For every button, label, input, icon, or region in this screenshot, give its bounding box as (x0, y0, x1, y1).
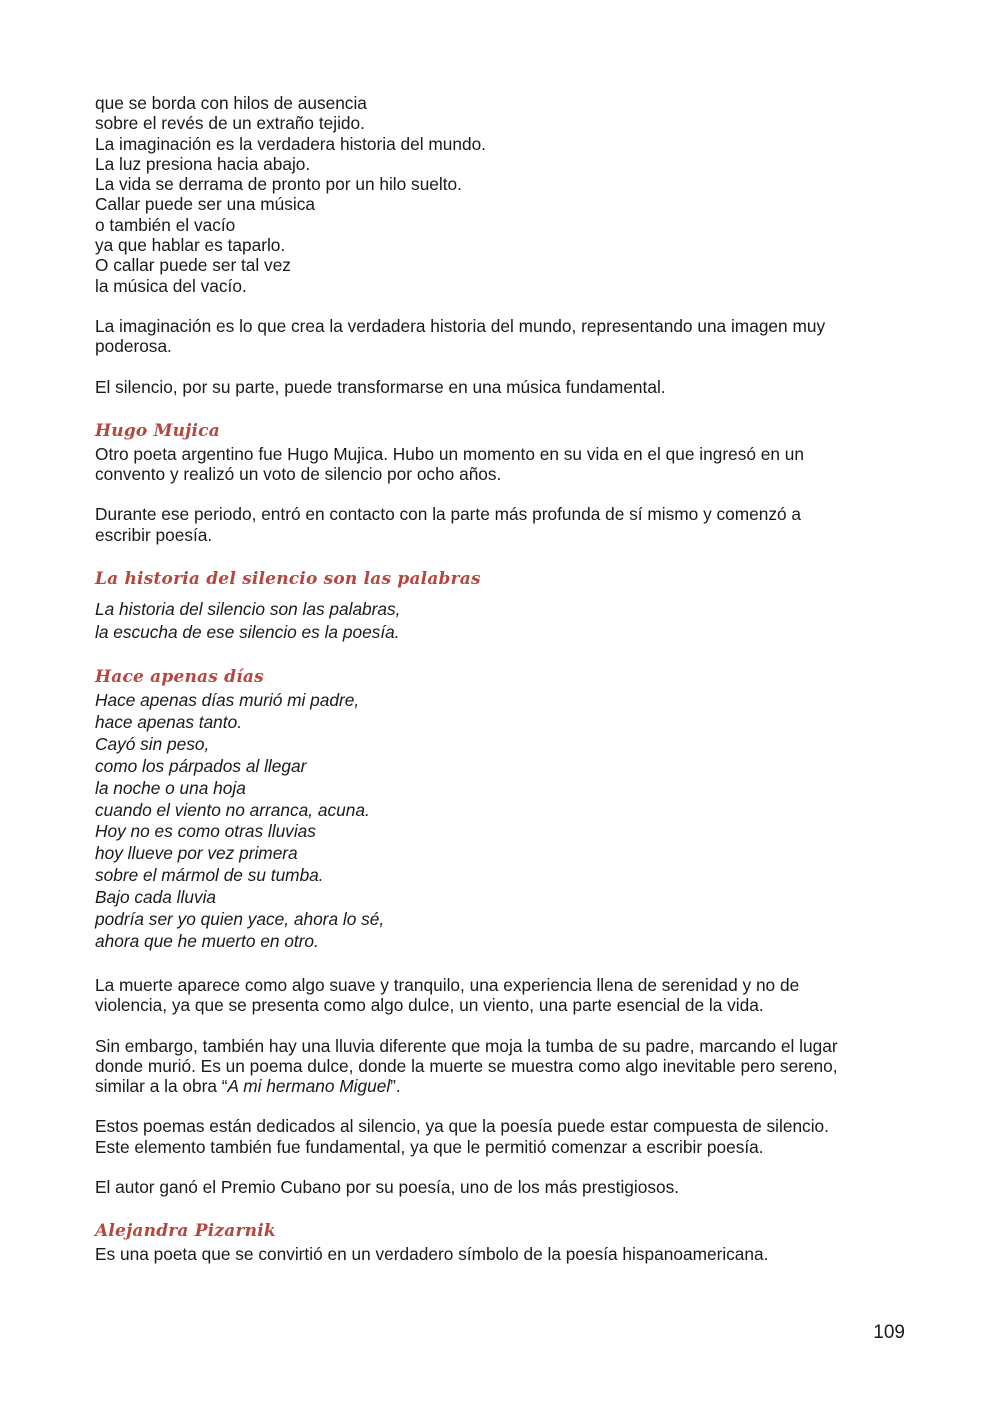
poem-line: La historia del silencio son las palabras, (95, 599, 401, 620)
heading-hace-apenas-dias: Hace apenas días (95, 667, 264, 688)
poem-line: la música del vacío. (95, 275, 247, 296)
paragraph-line: Otro poeta argentino fue Hugo Mujica. Hubo un momento en su vida en el que ingresó en un (95, 443, 804, 464)
poem-line: La vida se derrama de pronto por un hilo suelto. (95, 174, 462, 195)
poem-line: Hoy no es como otras lluvias (95, 821, 316, 842)
poem-line: podría ser yo quien yace, ahora lo sé, (95, 909, 385, 930)
poem-line: Cayó sin peso, (95, 733, 210, 754)
paragraph-line: poderosa. (95, 336, 172, 357)
paragraph-line: Estos poemas están dedicados al silencio, ya que la poesía puede estar compuesta de silencio. (95, 1116, 829, 1137)
heading-hugo-mujica: Hugo Mujica (95, 420, 220, 441)
poem-hace-apenas-dias (95, 690, 905, 953)
work-title: A mi hermano Miguel (227, 1076, 391, 1097)
paragraph-mujica-intro (95, 444, 905, 485)
paragraph-imagination (95, 316, 905, 357)
poem-line: ahora que he muerto en otro. (95, 931, 319, 952)
poem-historia (95, 598, 905, 644)
poem-line: sobre el mármol de su tumba. (95, 865, 324, 886)
poem-line: Hace apenas días murió mi padre, (95, 690, 360, 711)
paragraph-pizarnik (95, 1244, 905, 1264)
poem-line: Callar puede ser una música (95, 194, 315, 215)
paragraph-line: La imaginación es lo que crea la verdadera historia del mundo, representando una imagen muy (95, 315, 826, 336)
paragraph-prize (95, 1177, 905, 1197)
text-segment: ”. (390, 1076, 401, 1097)
paragraph-line: donde murió. Es un poema dulce, donde la muerte se muestra como algo inevitable pero sereno, (95, 1055, 838, 1076)
poem-line: O callar puede ser tal vez (95, 255, 291, 276)
text-segment: similar a la obra “ (95, 1076, 228, 1097)
paragraph-death (95, 975, 905, 1016)
paragraph-mujica-period (95, 504, 905, 545)
paragraph-line: La muerte aparece como algo suave y tranquilo, una experiencia llena de serenidad y no de (95, 974, 800, 995)
poem-line: como los párpados al llegar (95, 755, 307, 776)
poem-line: o también el vacío (95, 214, 236, 235)
paragraph-line (95, 1076, 905, 1096)
poem-line: Bajo cada lluvia (95, 887, 217, 908)
poem-line: que se borda con hilos de ausencia (95, 93, 367, 113)
paragraph-line: Sin embargo, también hay una lluvia diferente que moja la tumba de su padre, marcando el lugar (95, 1035, 838, 1056)
paragraph-line: El silencio, por su parte, puede transformarse en una música fundamental. (95, 376, 666, 397)
poem-line: la noche o una hoja (95, 777, 246, 798)
page-number: 109 (873, 1322, 905, 1343)
paragraph-line: El autor ganó el Premio Cubano por su poesía, uno de los más prestigiosos. (95, 1177, 680, 1197)
paragraph-silence (95, 377, 905, 397)
paragraph-line: Durante ese periodo, entró en contacto con la parte más profunda de sí mismo y comenzó a (95, 504, 802, 525)
heading-historia-del-silencio: La historia del silencio son las palabras (95, 569, 481, 590)
paragraph-rain (95, 1036, 905, 1097)
paragraph-dedicated (95, 1116, 905, 1157)
paragraph-line: violencia, ya que se presenta como algo dulce, un viento, una parte esencial de la vida. (95, 995, 764, 1016)
poem-line: cuando el viento no arranca, acuna. (95, 799, 370, 820)
poem-continuation (95, 93, 905, 296)
heading-alejandra-pizarnik: Alejandra Pizarnik (95, 1221, 276, 1242)
paragraph-line: Este elemento también fue fundamental, ya que le permitió comenzar a escribir poesía. (95, 1136, 764, 1157)
poem-line: hoy llueve por vez primera (95, 843, 298, 864)
page-content (95, 93, 905, 1265)
paragraph-line: Es una poeta que se convirtió en un verdadero símbolo de la poesía hispanoamericana. (95, 1244, 769, 1265)
poem-line: La luz presiona hacia abajo. (95, 153, 311, 174)
poem-line: sobre el revés de un extraño tejido. (95, 113, 365, 134)
poem-line: ya que hablar es taparlo. (95, 235, 286, 256)
poem-line: La imaginación es la verdadera historia del mundo. (95, 133, 486, 154)
paragraph-line: escribir poesía. (95, 524, 213, 545)
poem-line: hace apenas tanto. (95, 711, 243, 732)
poem-line: la escucha de ese silencio es la poesía. (95, 622, 400, 643)
paragraph-line: convento y realizó un voto de silencio por ocho años. (95, 464, 502, 485)
